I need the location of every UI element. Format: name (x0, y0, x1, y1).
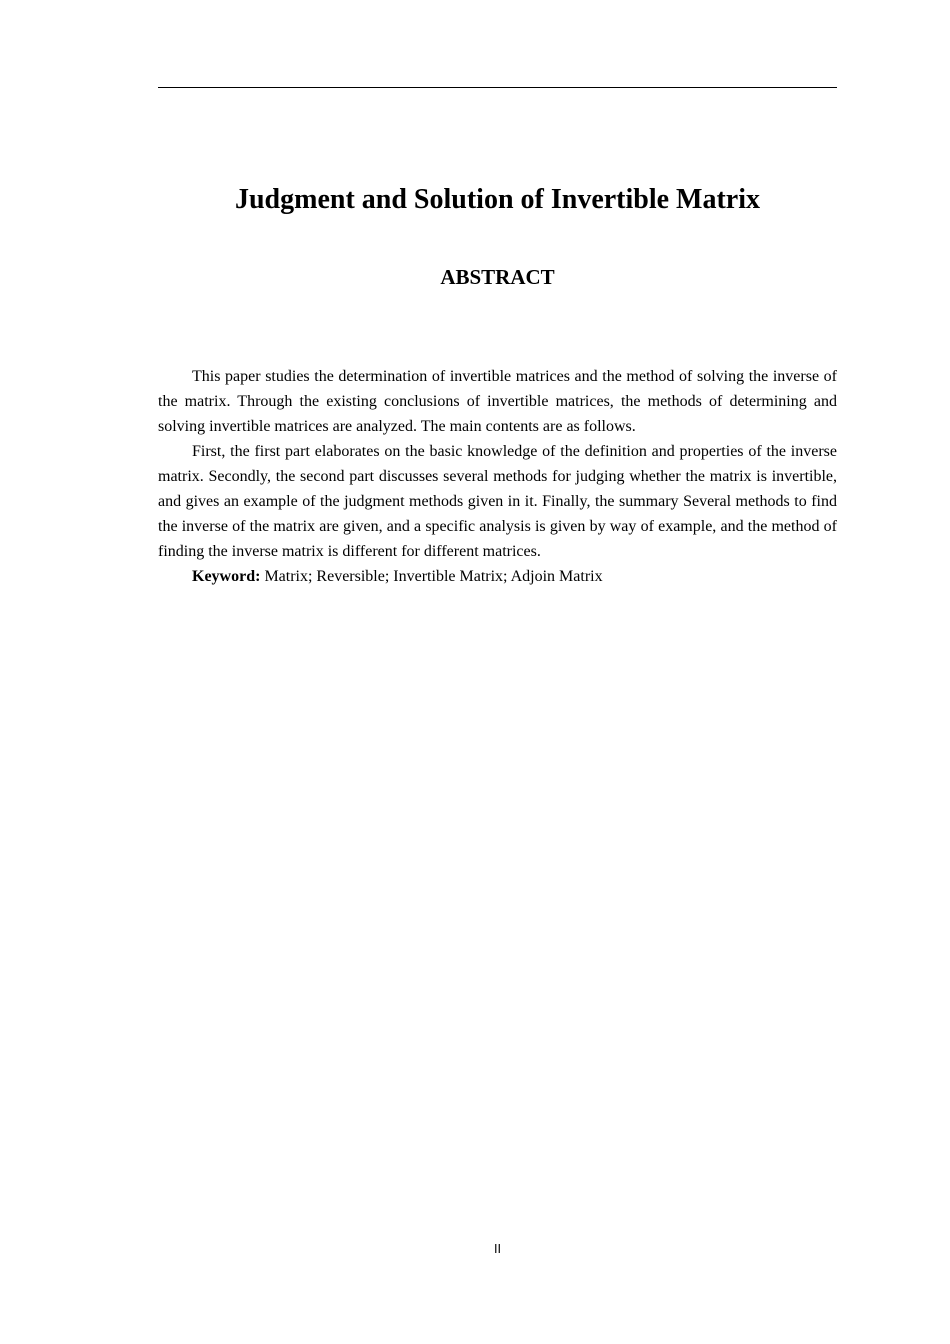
document-title: Judgment and Solution of Invertible Matrix (234, 184, 761, 215)
abstract-heading: ABSTRACT (440, 265, 555, 289)
keywords-text: Matrix; Reversible; Invertible Matrix; Adjoin Matrix (260, 568, 603, 585)
abstract-paragraph-1: This paper studies the determination of invertible matrices and the method of solving the inverse of the matrix. Through the existing conclusions of invertible matrices, the methods of determining and solving invertible matrices are analyzed. The main contents are as follows. (158, 368, 837, 435)
header-rule (158, 87, 837, 88)
keywords-label: Keyword: (192, 568, 261, 585)
abstract-body (158, 364, 837, 589)
abstract-paragraph-2: First, the first part elaborates on the basic knowledge of the definition and properties of the inverse matrix. Secondly, the second part discusses several methods for judging whether the matrix is invertible, and gives an example of the judgment methods given in it. Finally, the summary Several methods to find the inverse of the matrix are given, and a specific analysis is given by way of example, and the method of finding the inverse matrix is different for different matrices. (158, 443, 837, 560)
keywords-line (158, 564, 837, 589)
page-number: II (493, 1242, 502, 1256)
